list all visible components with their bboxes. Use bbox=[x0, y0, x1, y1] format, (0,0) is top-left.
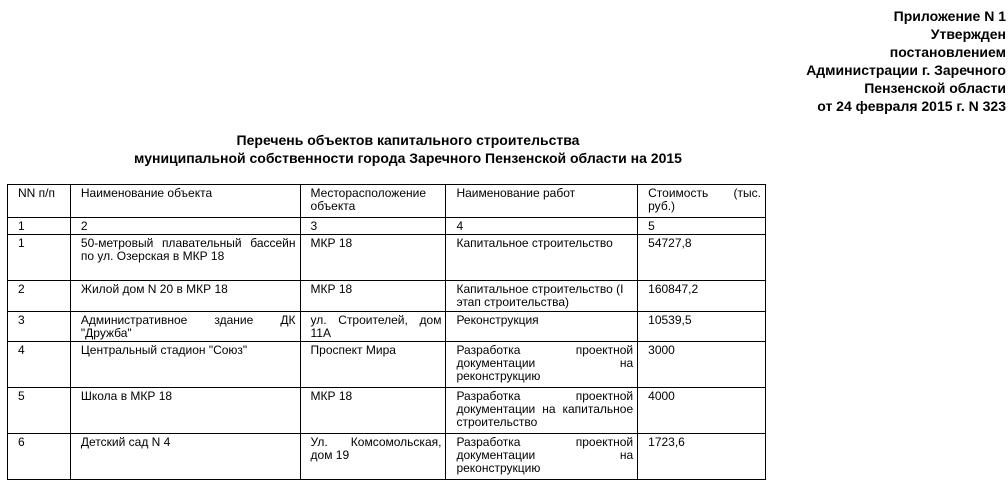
column-number: 5 bbox=[638, 218, 766, 235]
table-row bbox=[8, 312, 766, 342]
object-location: Проспект Мира bbox=[300, 342, 446, 388]
object-cost: 3000 bbox=[638, 342, 766, 388]
works-name: Капитальное строительство (I этап строительства) bbox=[446, 281, 638, 312]
header-location: Месторасположение объекта bbox=[300, 185, 446, 218]
document-title bbox=[0, 131, 816, 167]
object-location: МКР 18 bbox=[300, 388, 446, 434]
administration-name: Администрации г. Заречного bbox=[806, 62, 1006, 78]
table-row bbox=[8, 434, 766, 480]
region-name: Пензенской области bbox=[864, 80, 1006, 96]
approved-label: Утвержден bbox=[930, 26, 1006, 42]
table-row bbox=[8, 281, 766, 312]
works-name: Разработка проектной документации на реконструкцию bbox=[446, 434, 638, 480]
object-name: Жилой дом N 20 в МКР 18 bbox=[70, 281, 300, 312]
row-number: 1 bbox=[8, 235, 71, 281]
object-cost: 54727,8 bbox=[638, 235, 766, 281]
object-name: Школа в МКР 18 bbox=[70, 388, 300, 434]
column-number: 4 bbox=[446, 218, 638, 235]
table-row bbox=[8, 342, 766, 388]
row-number: 3 bbox=[8, 312, 71, 342]
object-location: МКР 18 bbox=[300, 235, 446, 281]
object-cost: 4000 bbox=[638, 388, 766, 434]
works-name: Разработка проектной документации на капитальное строительство bbox=[446, 388, 638, 434]
object-location: Ул. Комсомольская, дом 19 bbox=[300, 434, 446, 480]
object-cost: 160847,2 bbox=[638, 281, 766, 312]
row-number: 6 bbox=[8, 434, 71, 480]
object-cost: 1723,6 bbox=[638, 434, 766, 480]
column-number: 2 bbox=[70, 218, 300, 235]
object-name: Центральный стадион "Союз" bbox=[70, 342, 300, 388]
title-line-1: Перечень объектов капитального строительства bbox=[236, 132, 580, 148]
row-number: 2 bbox=[8, 281, 71, 312]
resolution-date: от 24 февраля 2015 г. N 323 bbox=[817, 98, 1006, 114]
column-number: 1 bbox=[8, 218, 71, 235]
object-name: 50-метровый плавательный бассейн по ул. Озерская в МКР 18 bbox=[70, 235, 300, 281]
object-name: Административное здание ДК "Дружба" bbox=[70, 312, 300, 342]
objects-table bbox=[7, 184, 766, 480]
works-name: Капитальное строительство bbox=[446, 235, 638, 281]
column-numbers-row bbox=[8, 218, 766, 235]
works-name: Реконструкция bbox=[446, 312, 638, 342]
object-cost: 10539,5 bbox=[638, 312, 766, 342]
title-line-2: муниципальной собственности города Заречного Пензенской области на 2015 bbox=[134, 150, 682, 166]
header-number: NN п/п bbox=[8, 185, 71, 218]
approval-stamp bbox=[806, 7, 1006, 115]
works-name: Разработка проектной документации на реконструкцию bbox=[446, 342, 638, 388]
header-cost: Стоимость (тыс. руб.) bbox=[638, 185, 766, 218]
table-header-row bbox=[8, 185, 766, 218]
column-number: 3 bbox=[300, 218, 446, 235]
resolution-label: постановлением bbox=[889, 44, 1006, 60]
table-row bbox=[8, 388, 766, 434]
object-location: МКР 18 bbox=[300, 281, 446, 312]
object-name: Детский сад N 4 bbox=[70, 434, 300, 480]
table-row bbox=[8, 235, 766, 281]
row-number: 4 bbox=[8, 342, 71, 388]
header-works: Наименование работ bbox=[446, 185, 638, 218]
header-object: Наименование объекта bbox=[70, 185, 300, 218]
object-location: ул. Строителей, дом 11А bbox=[300, 312, 446, 342]
row-number: 5 bbox=[8, 388, 71, 434]
appendix-number: Приложение N 1 bbox=[893, 8, 1006, 24]
